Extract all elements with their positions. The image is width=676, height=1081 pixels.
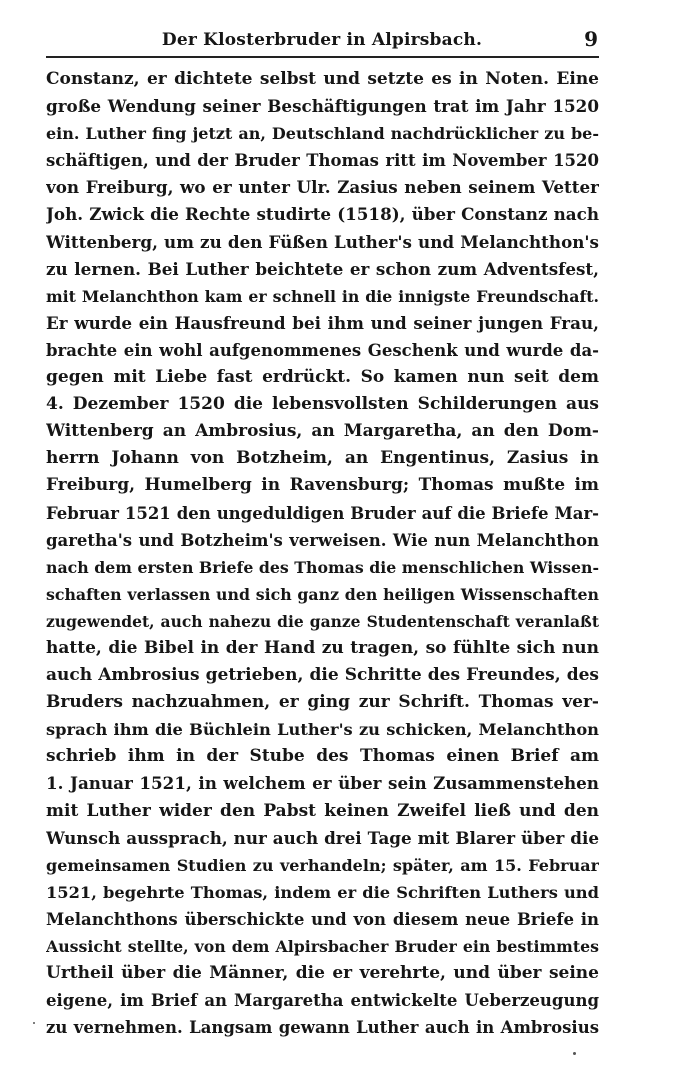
text-line: nach dem ersten Briefe des Thomas die menschlichen Wissen- — [46, 557, 599, 577]
text-line: 1521, begehrte Thomas, indem er die Schriften Luthers und — [46, 882, 599, 902]
text-line: Wittenberg, um zu den Füßen Luther's und Melanchthon's — [46, 231, 599, 252]
text-line: Joh. Zwick die Rechte studirte (1518), über Constanz nach — [46, 204, 599, 225]
text-line: Freiburg, Humelberg in Ravensburg; Thomas mußte im — [46, 475, 599, 496]
header-rule — [46, 56, 599, 58]
text-line: auch Ambrosius getrieben, die Schritte des Freundes, des — [46, 665, 599, 686]
text-line: 4. Dezember 1520 die lebensvollsten Schilderungen aus — [46, 394, 599, 415]
running-title: Der Klosterbruder in Alpirsbach. — [161, 30, 483, 50]
text-line: zu lernen. Bei Luther beichtete er schon zum Adventsfest, — [46, 258, 599, 279]
text-line: schaften verlassen und sich ganz den heiligen Wissenschaften — [46, 584, 599, 604]
text-line: Bruders nachzuahmen, er ging zur Schrift. Thomas ver- — [46, 692, 599, 713]
text-line: hatte, die Bibel in der Hand zu tragen, so fühlte sich nun — [46, 637, 599, 658]
text-line: große Wendung seiner Beschäftigungen trat im Jahr 1520 — [46, 96, 599, 117]
running-head — [46, 22, 598, 54]
text-line: mit Luther wider den Pabst keinen Zweifel ließ und den — [46, 800, 599, 821]
text-line: ein. Luther fing jetzt an, Deutschland nachdrücklicher zu be- — [46, 124, 599, 144]
page-number: 9 — [584, 27, 598, 51]
text-line: Aussicht stellte, von dem Alpirsbacher Bruder ein bestimmtes — [46, 937, 599, 956]
text-line: mit Melanchthon kam er schnell in die innigste Freundschaft. — [46, 286, 599, 306]
text-line: herrn Johann von Botzheim, an Engentinus, Zasius in — [46, 448, 599, 469]
text-line: Melanchthons überschickte und von diesem neue Briefe in — [46, 909, 599, 929]
text-line: Wittenberg an Ambrosius, an Margaretha, an den Dom- — [46, 421, 599, 442]
text-line: gegen mit Liebe fast erdrückt. So kamen nun seit dem — [46, 367, 599, 388]
text-line: von Freiburg, wo er unter Ulr. Zasius neben seinem Vetter — [46, 177, 599, 198]
text-line: Urtheil über die Männer, die er verehrte, und über seine — [46, 963, 599, 984]
text-line: Constanz, er dichtete selbst und setzte es in Noten. Eine — [46, 69, 599, 89]
text-line: sprach ihm die Büchlein Luther's zu schicken, Melanchthon — [46, 720, 599, 740]
text-line: schäftigen, und der Bruder Thomas ritt im November 1520 — [46, 151, 599, 171]
text-line: zu vernehmen. Langsam gewann Luther auch in Ambrosius — [46, 1018, 599, 1038]
paper-speck — [33, 1022, 35, 1024]
text-line: brachte ein wohl aufgenommenes Geschenk und wurde da- — [46, 340, 599, 360]
text-line: schrieb ihm in der Stube des Thomas einen Brief am — [46, 746, 599, 767]
text-line: garetha's und Botzheim's verweisen. Wie nun Melanchthon — [46, 530, 599, 550]
text-line: 1. Januar 1521, in welchem er über sein Zusammenstehen — [46, 773, 599, 794]
text-line: Wunsch aussprach, nur auch drei Tage mit Blarer über die — [46, 827, 599, 848]
text-line: eigene, im Brief an Margaretha entwickelte Ueberzeugung — [46, 991, 599, 1011]
body-text — [46, 66, 599, 1041]
paper-speck — [573, 1052, 576, 1055]
text-line: Er wurde ein Hausfreund bei ihm und seiner jungen Frau, — [46, 312, 599, 333]
text-line: zugewendet, auch nahezu die ganze Studentenschaft veranlaßt — [46, 611, 599, 631]
text-line: gemeinsamen Studien zu verhandeln; später, am 15. Februar — [46, 855, 599, 875]
text-line: Februar 1521 den ungeduldigen Bruder auf die Briefe Mar- — [46, 503, 599, 523]
